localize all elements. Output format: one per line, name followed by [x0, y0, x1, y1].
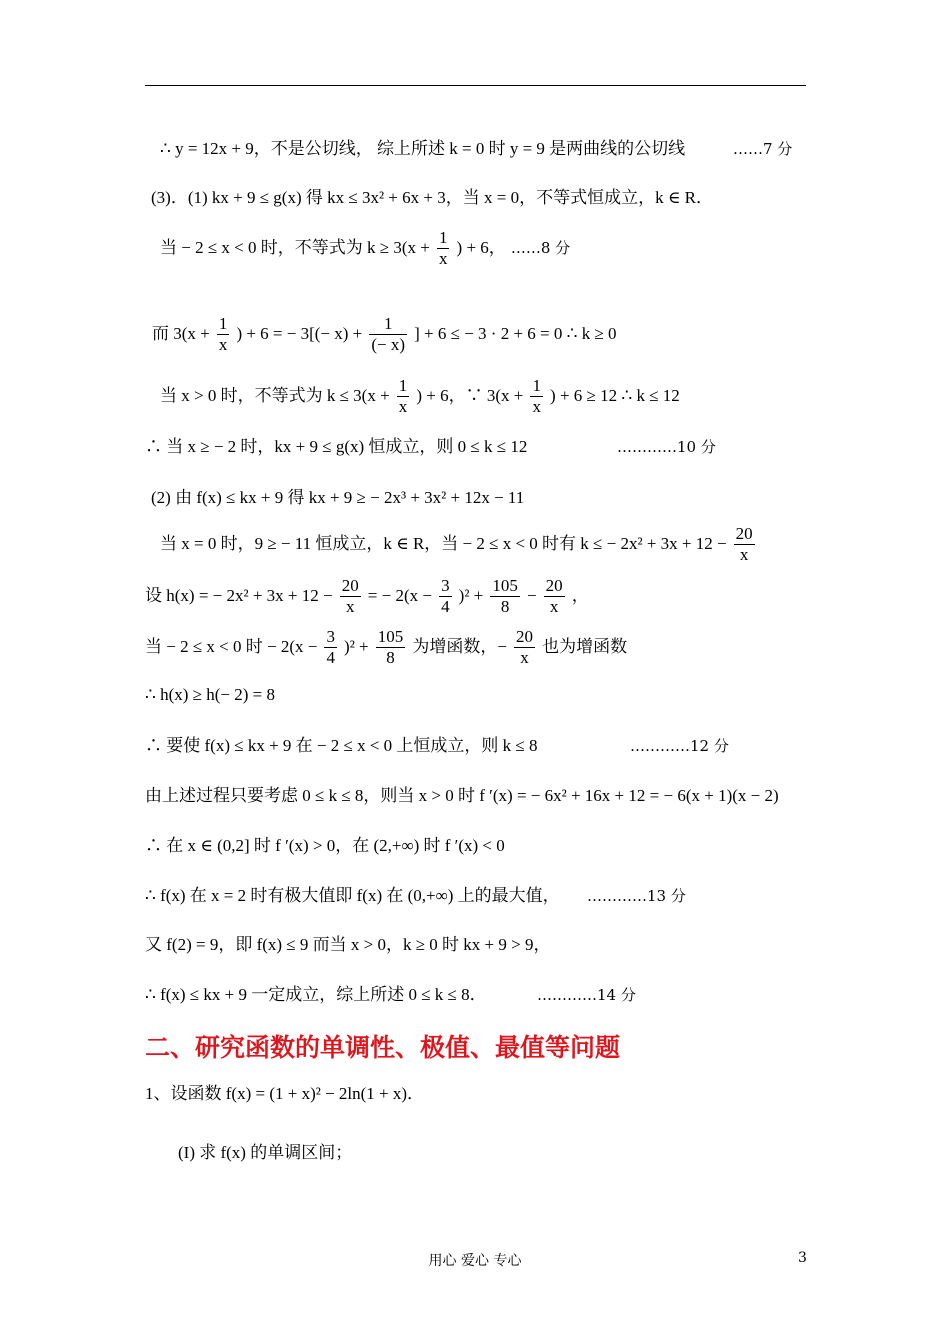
fraction-3-over-4: $\frac{3}{4}$ — [326, 627, 335, 667]
fraction-105-over-8: $\frac{105}{8}$ — [377, 627, 404, 667]
header-rule — [145, 85, 806, 86]
line-f2-value: 又 f(2) = 9，即 f(x) ≤ 9 而当 x > 0，k ≥ 0 时 kx + 9 > 9， — [145, 935, 551, 954]
fraction-105-over-8: $\frac{105}{8}$ — [492, 576, 518, 616]
score-mark-8: ……8 分 — [510, 239, 571, 257]
line-case-positive: 当 x > 0 时，不等式为 k ≤ 3(x + $\frac{1}{x}$ ) + 6，∵ 3(x + $\frac{1}{x}$ ) + 6 ≥ 12 ∴ k ≤ 12 — [160, 376, 680, 416]
page-footer: 用心 爱心 专心 — [428, 1253, 522, 1269]
fraction-1-over-x: $\frac{1}{x}$ — [218, 314, 228, 354]
fraction-20-over-x: $\frac{20}{x}$ — [735, 524, 753, 564]
line-increasing: 当 − 2 ≤ x < 0 时 − 2(x − $\frac{3}{4}$ )² + $\frac{105}{8}$ 为增函数，− $\frac{20}{x}$ 也为增函数 — [145, 627, 628, 667]
line-case-negative: 当 − 2 ≤ x < 0 时，不等式为 k ≥ 3(x + $\frac{1}{x}$ ) + 6， ……8 分 — [160, 228, 571, 268]
line-max-value: ∴ f(x) 在 x = 2 时有极大值即 f(x) 在 (0,+∞) 上的最大值， — [145, 886, 560, 905]
line-case-zero: 当 x = 0 时，9 ≥ − 11 恒成立，k ∈ R，当 − 2 ≤ x < 0 时有 k ≤ − 2x² + 3x + 12 − $\frac{20}{x}$ — [160, 524, 753, 564]
fraction-1-over-x: $\frac{1}{x}$ — [398, 376, 408, 416]
score-mark-10: …………10 分 — [617, 438, 716, 456]
line-part3-intro: (3)．(1) kx + 9 ≤ g(x) 得 kx ≤ 3x² + 6x + 3，当 x = 0，不等式恒成立，k ∈ R． — [151, 188, 713, 207]
line-h-min: ∴ h(x) ≥ h(− 2) = 8 — [145, 685, 275, 704]
fraction-1-over-x: $\frac{1}{x}$ — [532, 376, 541, 416]
line-range-k-12: ∴ 当 x ≥ − 2 时，kx + 9 ≤ g(x) 恒成立，则 0 ≤ k ≤ 12 — [145, 437, 528, 456]
line-inequality-bound: 而 3(x + $\frac{1}{x}$ ) + 6 = − 3[(− x) + $\frac{1}{(- x)}$ ] + 6 ≤ − 3 · 2 + 6 = 0 ∴ k ≥ 0 — [152, 314, 617, 354]
line-part2-intro: (2) 由 f(x) ≤ kx + 9 得 kx + 9 ≥ − 2x³ + 3x² + 12x − 11 — [151, 488, 525, 507]
line-derivative: 由上述过程只要考虑 0 ≤ k ≤ 8，则当 x > 0 时 f ′(x) = − 6x² + 16x + 12 = − 6(x + 1)(x − 2) — [145, 786, 779, 805]
fraction-1-over-x: $\frac{1}{x}$ — [438, 228, 448, 268]
question-1: 1、设函数 f(x) = (1 + x)² − 2ln(1 + x)． — [145, 1084, 425, 1103]
fraction-20-over-x: $\frac{20}{x}$ — [516, 627, 534, 667]
section-title: 二、研究函数的单调性、极值、最值等问题 — [145, 1033, 621, 1062]
page-number: 3 — [798, 1250, 807, 1266]
line-derivative-sign: ∴ 在 x ∈ (0,2] 时 f ′(x) > 0，在 (2,+∞) 时 f ′(x) < 0 — [145, 836, 505, 855]
score-mark-7: ……7 分 — [733, 140, 793, 158]
fraction-3-over-4: $\frac{3}{4}$ — [441, 576, 450, 616]
line-define-h: 设 h(x) = − 2x² + 3x + 12 − $\frac{20}{x}$ = − 2(x − $\frac{3}{4}$ )² + $\frac{105}{8}$ − $\frac{20}{x}$ ， — [145, 576, 589, 616]
score-mark-13: …………13 分 — [587, 887, 686, 905]
line-conclusion-tangent: ∴ y = 12x + 9，不是公切线， 综上所述 k = 0 时 y = 9 是两曲线的公切线 — [160, 139, 686, 158]
question-1-part-i: (I) 求 f(x) 的单调区间； — [178, 1143, 353, 1162]
line-k-le-8: ∴ 要使 f(x) ≤ kx + 9 在 − 2 ≤ x < 0 上恒成立，则 k ≤ 8 — [145, 736, 538, 755]
line-final-conclusion: ∴ f(x) ≤ kx + 9 一定成立，综上所述 0 ≤ k ≤ 8． — [145, 985, 487, 1004]
fraction-20-over-x: $\frac{20}{x}$ — [341, 576, 359, 616]
fraction-1-over-neg-x: $\frac{1}{(- x)}$ — [371, 314, 406, 354]
fraction-20-over-x: $\frac{20}{x}$ — [545, 576, 563, 616]
score-mark-12: …………12 分 — [630, 737, 729, 755]
score-mark-14: …………14 分 — [537, 986, 636, 1004]
